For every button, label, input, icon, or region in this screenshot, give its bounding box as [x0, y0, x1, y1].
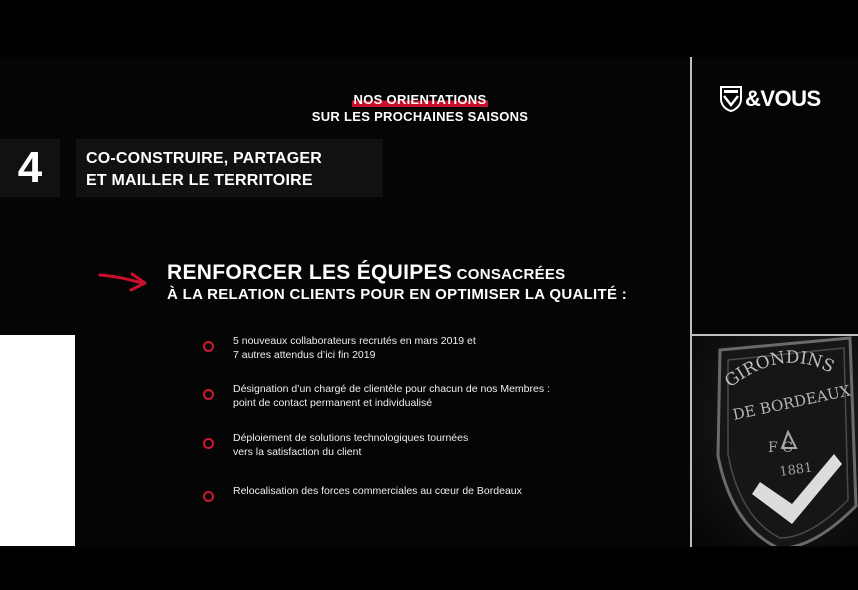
crest-photo [692, 336, 858, 546]
bullet-line2: vers la satisfaction du client [233, 446, 362, 458]
bullet-line1: 5 nouveaux collaborateurs recrutés en mars 2019 et [233, 335, 476, 347]
red-ring-bullet-icon [203, 438, 214, 449]
main-title-line1 [167, 261, 627, 285]
bullet-line1: Désignation d’un chargé de clientèle pour chacun de nos Membres : [233, 383, 550, 395]
main-title-line2: À LA RELATION CLIENTS POUR EN OPTIMISER LA QUALITÉ : [167, 286, 628, 303]
girondins-crest-icon [692, 336, 858, 546]
white-panel [0, 335, 75, 546]
brand-logo [720, 86, 821, 112]
bullet-text [233, 382, 550, 410]
section-heading-line1: CO-CONSTRUIRE, PARTAGER [86, 150, 323, 167]
main-title-small: CONSACRÉES [456, 266, 566, 283]
crest-text-year: 1881 [778, 460, 814, 480]
bullet-text [233, 431, 468, 459]
title-top: NOS ORIENTATIONS [353, 92, 487, 107]
slide-title [256, 91, 584, 125]
main-title-big: RENFORCER LES ÉQUIPES [167, 261, 453, 284]
girondins-crest-icon [720, 86, 742, 112]
bullet-line2: point de contact permanent et individualisé [233, 397, 433, 409]
bullet-line2: 7 autres attendus d’ici fin 2019 [233, 349, 376, 361]
section-heading-line2: ET MAILLER LE TERRITOIRE [86, 172, 313, 189]
section-number: 4 [0, 139, 60, 197]
red-arrow-icon [98, 268, 150, 294]
title-bottom: SUR LES PROCHAINES SAISONS [311, 109, 529, 124]
bullet-text [233, 334, 476, 362]
bullet-text [233, 484, 522, 498]
section-heading [76, 139, 383, 197]
main-title [167, 261, 627, 303]
red-ring-bullet-icon [203, 341, 214, 352]
crest-text-2: DE BORDEAUX [731, 381, 852, 424]
red-ring-bullet-icon [203, 389, 214, 400]
bullet-line1: Déploiement de solutions technologiques tournées [233, 432, 469, 444]
bullet-line1: Relocalisation des forces commerciales au cœur de Bordeaux [233, 485, 522, 497]
crest-text-1: GIRONDINS [721, 347, 838, 392]
crest-text-fc: F C [768, 440, 793, 456]
logo-text: &VOUS [745, 86, 821, 111]
red-ring-bullet-icon [203, 491, 214, 502]
